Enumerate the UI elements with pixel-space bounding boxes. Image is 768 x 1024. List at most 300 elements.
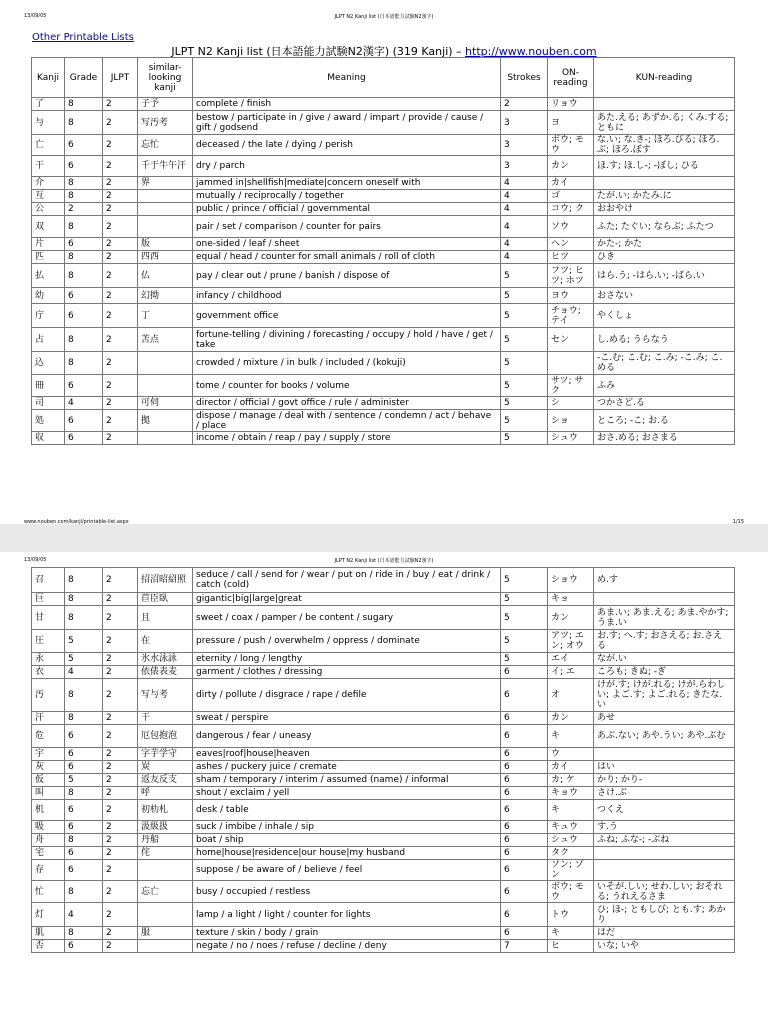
kanji-cell: 片: [32, 238, 65, 251]
on-reading-cell: ショ: [548, 410, 594, 432]
on-reading-cell: ヨ: [548, 111, 594, 135]
similar-kanji-cell: 呼: [138, 787, 193, 800]
kun-reading-cell: ふた; たぐい; ならぶ; ふたつ: [594, 216, 735, 238]
jlpt-cell: 2: [103, 135, 138, 156]
meaning-cell: desk / table: [193, 800, 501, 821]
strokes-cell: 6: [501, 860, 548, 881]
similar-kanji-cell: 拠: [138, 410, 193, 432]
kun-reading-cell: ひ; ほ-; ともしび; とも.す; あかり: [594, 903, 735, 927]
similar-kanji-cell: 忘忙: [138, 135, 193, 156]
similar-kanji-cell: 厄包抱泡: [138, 725, 193, 748]
kanji-cell: 互: [32, 190, 65, 203]
strokes-cell: 6: [501, 834, 548, 847]
jlpt-cell: 2: [103, 190, 138, 203]
table-row: [32, 288, 735, 304]
kanji-cell: 吸: [32, 821, 65, 834]
kun-reading-cell: ひき: [594, 251, 735, 264]
grade-cell: 5: [65, 630, 103, 653]
kanji-cell: 机: [32, 800, 65, 821]
table-row: [32, 927, 735, 940]
grade-cell: 8: [65, 679, 103, 712]
kun-reading-cell: おさない: [594, 288, 735, 304]
kanji-cell: 灰: [32, 761, 65, 774]
column-header: similar-looking kanji: [138, 58, 193, 98]
strokes-cell: 5: [501, 606, 548, 630]
on-reading-cell: キ: [548, 800, 594, 821]
jlpt-cell: 2: [103, 238, 138, 251]
grade-cell: 6: [65, 288, 103, 304]
on-reading-cell: キュウ: [548, 821, 594, 834]
strokes-cell: 4: [501, 190, 548, 203]
kun-reading-cell: あせ: [594, 712, 735, 725]
jlpt-cell: 2: [103, 940, 138, 953]
similar-kanji-cell: [138, 940, 193, 953]
similar-kanji-cell: [138, 190, 193, 203]
kanji-cell: 汚: [32, 679, 65, 712]
kanji-cell: 込: [32, 352, 65, 375]
jlpt-cell: 2: [103, 352, 138, 375]
grade-cell: 4: [65, 666, 103, 679]
jlpt-cell: 2: [103, 304, 138, 328]
similar-kanji-cell: 初朸札: [138, 800, 193, 821]
table-row: [32, 787, 735, 800]
strokes-cell: 6: [501, 800, 548, 821]
meaning-cell: public / prince / official / governmental: [193, 203, 501, 216]
table-row: [32, 135, 735, 156]
jlpt-cell: 2: [103, 761, 138, 774]
table-row: [32, 190, 735, 203]
kun-reading-cell: ふね; ふな-; -ぶね: [594, 834, 735, 847]
similar-kanji-cell: [138, 352, 193, 375]
table-row: [32, 606, 735, 630]
jlpt-cell: 2: [103, 264, 138, 288]
kanji-cell: 巨: [32, 593, 65, 606]
table-row: [32, 903, 735, 927]
kun-reading-cell: [594, 860, 735, 881]
on-reading-cell: コウ; ク: [548, 203, 594, 216]
kanji-table: [31, 57, 735, 445]
meaning-cell: sham / temporary / interim / assumed (name) / informal: [193, 774, 501, 787]
on-reading-cell: シュウ: [548, 432, 594, 445]
meaning-cell: income / obtain / reap / pay / supply / store: [193, 432, 501, 445]
table-row: [32, 881, 735, 903]
kun-reading-cell: つかさど.る: [594, 397, 735, 410]
kun-reading-cell: め.す: [594, 568, 735, 593]
jlpt-cell: 2: [103, 177, 138, 190]
grade-cell: 6: [65, 410, 103, 432]
on-reading-cell: オ: [548, 679, 594, 712]
kun-reading-cell: [594, 177, 735, 190]
jlpt-cell: 2: [103, 881, 138, 903]
strokes-cell: 6: [501, 821, 548, 834]
jlpt-cell: 2: [103, 606, 138, 630]
kun-reading-cell: ほ.す; ほ.し-; -ぼし; ひる: [594, 156, 735, 177]
on-reading-cell: ソウ: [548, 216, 594, 238]
on-reading-cell: キョウ: [548, 787, 594, 800]
meaning-cell: texture / skin / body / grain: [193, 927, 501, 940]
table-row: [32, 653, 735, 666]
strokes-cell: 5: [501, 352, 548, 375]
jlpt-cell: 2: [103, 666, 138, 679]
strokes-cell: 5: [501, 288, 548, 304]
kun-reading-cell: [594, 98, 735, 111]
strokes-cell: 5: [501, 328, 548, 352]
column-header: Kanji: [32, 58, 65, 98]
grade-cell: 8: [65, 98, 103, 111]
kun-reading-cell: お.す; へ.す; おさえる; お.さえる: [594, 630, 735, 653]
kanji-cell: 肌: [32, 927, 65, 940]
kanji-table-continued: [31, 567, 735, 953]
kun-reading-cell: [594, 748, 735, 761]
strokes-cell: 6: [501, 881, 548, 903]
column-header: Meaning: [193, 58, 501, 98]
on-reading-cell: ボウ; モウ: [548, 135, 594, 156]
jlpt-cell: 2: [103, 787, 138, 800]
kun-reading-cell: ころも; きぬ; -ぎ: [594, 666, 735, 679]
grade-cell: 6: [65, 725, 103, 748]
jlpt-cell: 2: [103, 774, 138, 787]
print-header: [0, 557, 768, 567]
jlpt-cell: 2: [103, 111, 138, 135]
on-reading-cell: キ: [548, 725, 594, 748]
nouben-link[interactable]: http://www.nouben.com: [465, 45, 597, 58]
jlpt-cell: 2: [103, 410, 138, 432]
strokes-cell: 2: [501, 98, 548, 111]
strokes-cell: 4: [501, 216, 548, 238]
similar-kanji-cell: [138, 860, 193, 881]
kanji-cell: 召: [32, 568, 65, 593]
grade-cell: 8: [65, 264, 103, 288]
jlpt-cell: 2: [103, 593, 138, 606]
table-row: [32, 679, 735, 712]
on-reading-cell: カン: [548, 156, 594, 177]
meaning-cell: complete / finish: [193, 98, 501, 111]
column-header: Strokes: [501, 58, 548, 98]
jlpt-cell: 2: [103, 216, 138, 238]
grade-cell: 8: [65, 177, 103, 190]
similar-kanji-cell: 幻拗: [138, 288, 193, 304]
strokes-cell: 5: [501, 304, 548, 328]
kanji-cell: 圧: [32, 630, 65, 653]
table-row: [32, 251, 735, 264]
similar-kanji-cell: 版: [138, 238, 193, 251]
strokes-cell: 3: [501, 135, 548, 156]
kun-reading-cell: -こ.む; こ.む; こ.み; -こ.み; こ.める: [594, 352, 735, 375]
meaning-cell: mutually / reciprocally / together: [193, 190, 501, 203]
grade-cell: 6: [65, 135, 103, 156]
on-reading-cell: [548, 352, 594, 375]
similar-kanji-cell: 苣臣臥: [138, 593, 193, 606]
similar-kanji-cell: [138, 216, 193, 238]
strokes-cell: 6: [501, 666, 548, 679]
print-date: 13/09/05: [24, 13, 47, 19]
kanji-cell: 匹: [32, 251, 65, 264]
jlpt-cell: 2: [103, 748, 138, 761]
kanji-cell: 与: [32, 111, 65, 135]
table-row: [32, 847, 735, 860]
on-reading-cell: ヨウ: [548, 288, 594, 304]
jlpt-cell: 2: [103, 328, 138, 352]
table-row: [32, 410, 735, 432]
meaning-cell: eaves|roof|house|heaven: [193, 748, 501, 761]
column-header: ON-reading: [548, 58, 594, 98]
kanji-cell: 双: [32, 216, 65, 238]
meaning-cell: pressure / push / overwhelm / oppress / dominate: [193, 630, 501, 653]
strokes-cell: 5: [501, 264, 548, 288]
grade-cell: 6: [65, 761, 103, 774]
jlpt-cell: 2: [103, 397, 138, 410]
print-date: 13/09/05: [24, 557, 47, 563]
print-title: JLPT N2 Kanji list (日本語能力試験N2漢字): [334, 14, 434, 20]
strokes-cell: 6: [501, 847, 548, 860]
kun-reading-cell: おおやけ: [594, 203, 735, 216]
jlpt-cell: 2: [103, 860, 138, 881]
strokes-cell: 6: [501, 927, 548, 940]
on-reading-cell: ウ: [548, 748, 594, 761]
meaning-cell: pay / clear out / prune / banish / dispose of: [193, 264, 501, 288]
jlpt-cell: 2: [103, 156, 138, 177]
kun-reading-cell: ふみ: [594, 375, 735, 397]
on-reading-cell: カン: [548, 712, 594, 725]
table-row: [32, 156, 735, 177]
other-printable-lists-link[interactable]: Other Printable Lists: [32, 32, 134, 43]
kun-reading-cell: し.める; うらなう: [594, 328, 735, 352]
meaning-cell: dangerous / fear / uneasy: [193, 725, 501, 748]
grade-cell: 8: [65, 712, 103, 725]
kanji-cell: 灯: [32, 903, 65, 927]
similar-kanji-cell: 苫点: [138, 328, 193, 352]
kun-reading-cell: いそが.しい; せわ.しい; おそれる; うれえるさま: [594, 881, 735, 903]
similar-kanji-cell: [138, 903, 193, 927]
on-reading-cell: ソン; ゾン: [548, 860, 594, 881]
strokes-cell: 5: [501, 653, 548, 666]
grade-cell: 8: [65, 251, 103, 264]
kanji-cell: 宇: [32, 748, 65, 761]
kanji-cell: 危: [32, 725, 65, 748]
kanji-cell: 宅: [32, 847, 65, 860]
table-row: [32, 940, 735, 953]
strokes-cell: 6: [501, 774, 548, 787]
grade-cell: 8: [65, 111, 103, 135]
grade-cell: 6: [65, 860, 103, 881]
table-row: [32, 834, 735, 847]
meaning-cell: suck / imbibe / inhale / sip: [193, 821, 501, 834]
similar-kanji-cell: 界: [138, 177, 193, 190]
strokes-cell: 4: [501, 203, 548, 216]
strokes-cell: 5: [501, 432, 548, 445]
table-row: [32, 725, 735, 748]
kanji-cell: 舟: [32, 834, 65, 847]
kun-reading-cell: はだ: [594, 927, 735, 940]
table-row: [32, 216, 735, 238]
similar-kanji-cell: 依俵表麦: [138, 666, 193, 679]
strokes-cell: 5: [501, 593, 548, 606]
table-row: [32, 800, 735, 821]
similar-kanji-cell: 且: [138, 606, 193, 630]
table-header-row: [32, 58, 735, 98]
meaning-cell: fortune-telling / divining / forecasting / occupy / hold / have / get / take: [193, 328, 501, 352]
grade-cell: 2: [65, 203, 103, 216]
meaning-cell: dry / parch: [193, 156, 501, 177]
jlpt-cell: 2: [103, 653, 138, 666]
kanji-cell: 否: [32, 940, 65, 953]
kun-reading-cell: あま.い; あま.える; あま.やかす; うま.い: [594, 606, 735, 630]
kanji-cell: 幼: [32, 288, 65, 304]
kun-reading-cell: なが.い: [594, 653, 735, 666]
meaning-cell: dispose / manage / deal with / sentence / condemn / act / behave / place: [193, 410, 501, 432]
on-reading-cell: イ; エ: [548, 666, 594, 679]
jlpt-cell: 2: [103, 800, 138, 821]
grade-cell: 8: [65, 190, 103, 203]
on-reading-cell: カ; ケ: [548, 774, 594, 787]
strokes-cell: 5: [501, 630, 548, 653]
meaning-cell: boat / ship: [193, 834, 501, 847]
jlpt-cell: 2: [103, 288, 138, 304]
strokes-cell: 6: [501, 748, 548, 761]
page-number: 1/15: [732, 519, 744, 524]
grade-cell: 8: [65, 328, 103, 352]
meaning-cell: garment / clothes / dressing: [193, 666, 501, 679]
kanji-cell: 甘: [32, 606, 65, 630]
strokes-cell: 6: [501, 761, 548, 774]
table-row: [32, 304, 735, 328]
on-reading-cell: キョ: [548, 593, 594, 606]
similar-kanji-cell: 写与考: [138, 679, 193, 712]
kun-reading-cell: はら.う; -はら.い; -ばら.い: [594, 264, 735, 288]
table-row: [32, 860, 735, 881]
strokes-cell: 4: [501, 251, 548, 264]
jlpt-cell: 2: [103, 568, 138, 593]
strokes-cell: 6: [501, 787, 548, 800]
grade-cell: 8: [65, 834, 103, 847]
grade-cell: 6: [65, 800, 103, 821]
document-title-text: JLPT N2 Kanji list (日本語能力試験N2漢字) (319 Kanji) –: [171, 45, 466, 58]
kanji-cell: 庁: [32, 304, 65, 328]
kanji-cell: 公: [32, 203, 65, 216]
grade-cell: 6: [65, 940, 103, 953]
table-row: [32, 821, 735, 834]
meaning-cell: equal / head / counter for small animals / roll of cloth: [193, 251, 501, 264]
strokes-cell: 6: [501, 712, 548, 725]
meaning-cell: shout / exclaim / yell: [193, 787, 501, 800]
similar-kanji-cell: 炭: [138, 761, 193, 774]
kun-reading-cell: おさ.める; おさまる: [594, 432, 735, 445]
kanji-cell: 永: [32, 653, 65, 666]
table-row: [32, 98, 735, 111]
meaning-cell: director / official / govt office / rule / administer: [193, 397, 501, 410]
grade-cell: 6: [65, 238, 103, 251]
meaning-cell: pair / set / comparison / counter for pairs: [193, 216, 501, 238]
kanji-cell: 処: [32, 410, 65, 432]
strokes-cell: 6: [501, 725, 548, 748]
grade-cell: 8: [65, 216, 103, 238]
on-reading-cell: トウ: [548, 903, 594, 927]
jlpt-cell: 2: [103, 834, 138, 847]
jlpt-cell: 2: [103, 725, 138, 748]
similar-kanji-cell: [138, 203, 193, 216]
on-reading-cell: セン: [548, 328, 594, 352]
kun-reading-cell: す.う: [594, 821, 735, 834]
column-header: JLPT: [103, 58, 138, 98]
grade-cell: 6: [65, 821, 103, 834]
grade-cell: 8: [65, 927, 103, 940]
similar-kanji-cell: 丁: [138, 304, 193, 328]
jlpt-cell: 2: [103, 679, 138, 712]
meaning-cell: infancy / childhood: [193, 288, 501, 304]
kun-reading-cell: かり; かり-: [594, 774, 735, 787]
meaning-cell: government office: [193, 304, 501, 328]
jlpt-cell: 2: [103, 847, 138, 860]
on-reading-cell: シ: [548, 397, 594, 410]
table-row: [32, 748, 735, 761]
similar-kanji-cell: [138, 375, 193, 397]
table-row: [32, 375, 735, 397]
table-row: [32, 666, 735, 679]
kanji-cell: 介: [32, 177, 65, 190]
column-header: KUN-reading: [594, 58, 735, 98]
table-row: [32, 328, 735, 352]
similar-kanji-cell: 写汚考: [138, 111, 193, 135]
kanji-cell: 了: [32, 98, 65, 111]
table-row: [32, 352, 735, 375]
kun-reading-cell: あた.える; あずか.る; くみ.する; ともに: [594, 111, 735, 135]
kun-reading-cell: [594, 847, 735, 860]
kanji-cell: 司: [32, 397, 65, 410]
grade-cell: 6: [65, 748, 103, 761]
meaning-cell: sweat / perspire: [193, 712, 501, 725]
meaning-cell: gigantic|big|large|great: [193, 593, 501, 606]
on-reading-cell: フツ; ヒツ; ホツ: [548, 264, 594, 288]
meaning-cell: jammed in|shellfish|mediate|concern oneself with: [193, 177, 501, 190]
on-reading-cell: キ: [548, 927, 594, 940]
table-row: [32, 712, 735, 725]
table-row: [32, 630, 735, 653]
similar-kanji-cell: 在: [138, 630, 193, 653]
table-row: [32, 593, 735, 606]
table-row: [32, 397, 735, 410]
kun-reading-cell: つくえ: [594, 800, 735, 821]
meaning-cell: negate / no / noes / refuse / decline / deny: [193, 940, 501, 953]
kanji-cell: 亡: [32, 135, 65, 156]
table-row: [32, 203, 735, 216]
similar-kanji-cell: 字芋学守: [138, 748, 193, 761]
grade-cell: 8: [65, 787, 103, 800]
jlpt-cell: 2: [103, 251, 138, 264]
grade-cell: 4: [65, 903, 103, 927]
grade-cell: 6: [65, 375, 103, 397]
strokes-cell: 4: [501, 177, 548, 190]
kanji-cell: 収: [32, 432, 65, 445]
strokes-cell: 5: [501, 568, 548, 593]
table-row: [32, 568, 735, 593]
jlpt-cell: 2: [103, 98, 138, 111]
meaning-cell: lamp / a light / light / counter for lights: [193, 903, 501, 927]
kun-reading-cell: たが.い; かたみ.に: [594, 190, 735, 203]
strokes-cell: 5: [501, 410, 548, 432]
kanji-cell: 忙: [32, 881, 65, 903]
kun-reading-cell: はい: [594, 761, 735, 774]
meaning-cell: seduce / call / send for / wear / put on / ride in / buy / eat / drink / catch (cold): [193, 568, 501, 593]
on-reading-cell: タク: [548, 847, 594, 860]
kanji-cell: 払: [32, 264, 65, 288]
grade-cell: 8: [65, 606, 103, 630]
meaning-cell: busy / occupied / restless: [193, 881, 501, 903]
kanji-cell: 叫: [32, 787, 65, 800]
table-row: [32, 432, 735, 445]
grade-cell: 8: [65, 593, 103, 606]
kun-reading-cell: けが.す; けが.れる; けが.らわしい; よご.す; よご.れる; きたな.い: [594, 679, 735, 712]
grade-cell: 6: [65, 432, 103, 445]
